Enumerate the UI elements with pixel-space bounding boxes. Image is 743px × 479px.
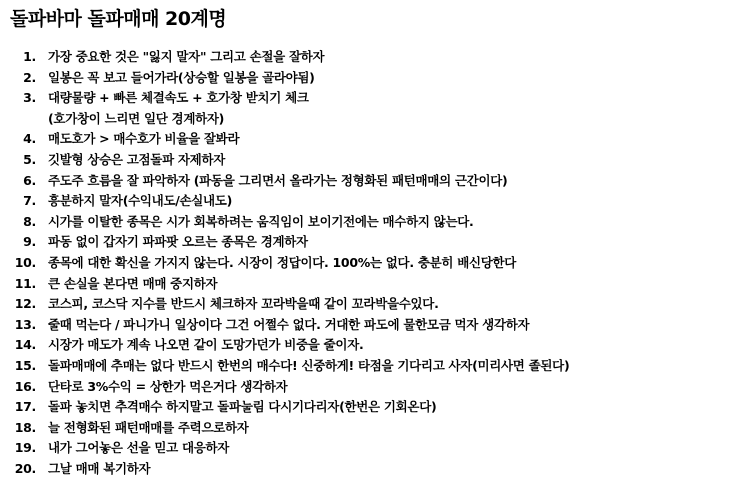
- item-number: 16.: [14, 378, 36, 394]
- item-text: 파동 없이 갑자기 파파팟 오르는 종목은 경계하자: [48, 234, 308, 250]
- item-text: 매도호가 > 매수호가 비율을 잘봐라: [48, 131, 240, 147]
- item-text: 큰 손실을 본다면 매매 중지하자: [48, 275, 218, 291]
- item-number: 10.: [14, 254, 36, 270]
- item-text: 깃발형 상승은 고점돌파 자제하자: [48, 151, 226, 167]
- item-number: 4.: [23, 131, 36, 147]
- list-item: [0, 335, 743, 356]
- list-item: [0, 274, 743, 295]
- item-text: 줄때 먹는다 / 파니가니 일상이다 그건 어쩔수 없다. 거대한 파도에 물한모금 먹자 생각하자: [48, 316, 530, 332]
- list-item: [0, 129, 743, 150]
- list-item: [0, 171, 743, 192]
- item-text: 대량물량 + 빠른 체결속도 + 호가창 받치기 체크: [48, 90, 309, 106]
- item-text: 코스피, 코스닥 지수를 반드시 체크하자 꼬라박을때 같이 꼬라박을수있다.: [48, 296, 439, 312]
- item-text: 돌파 놓치면 추격매수 하지말고 돌파눌림 다시기다리자(한번은 기회온다): [48, 399, 437, 415]
- item-text: 흥분하지 말자(수익내도/손실내도): [48, 193, 232, 209]
- item-text: (호가창이 느리면 일단 경계하자): [48, 110, 225, 126]
- list-item: [0, 315, 743, 336]
- item-number: 7.: [23, 193, 36, 209]
- list-item: [0, 212, 743, 233]
- page-title: 돌파바마 돌파매매 20계명: [10, 8, 227, 30]
- item-number: 17.: [14, 399, 36, 415]
- item-number: 18.: [14, 419, 36, 435]
- item-number: 13.: [14, 316, 36, 332]
- item-text: 그날 매매 복기하자: [48, 460, 151, 476]
- item-number: 15.: [14, 357, 36, 373]
- item-text: 단타로 3%수익 = 상한가 먹은거다 생각하자: [48, 378, 288, 394]
- list-item: [0, 356, 743, 377]
- item-text: 가장 중요한 것은 "잃지 말자" 그리고 손절을 잘하자: [48, 49, 325, 64]
- item-number: 2.: [23, 69, 36, 85]
- list-item: [0, 438, 743, 459]
- item-text: 돌파매매에 추매는 없다 반드시 한번의 매수다! 신중하게! 타점을 기다리고 사자(미리사면 졸된다): [48, 357, 570, 373]
- item-text: 종목에 대한 확신을 가지지 않는다. 시장이 정답이다. 100%는 없다. 충분히 배신당한다: [48, 254, 517, 270]
- list-item: [0, 88, 743, 109]
- item-text: 늘 전형화된 패턴매매를 주력으로하자: [48, 419, 249, 435]
- list-item: [0, 47, 743, 68]
- item-number: 19.: [14, 440, 36, 456]
- item-number: 5.: [23, 151, 36, 167]
- item-number: 20.: [14, 460, 36, 476]
- item-number: 11.: [14, 275, 36, 291]
- list-item: [0, 191, 743, 212]
- list-item: [0, 397, 743, 418]
- list-item: [0, 68, 743, 89]
- list-item: [0, 150, 743, 171]
- item-number: 12.: [14, 296, 36, 312]
- list-item: [0, 294, 743, 315]
- list-item: [0, 253, 743, 274]
- list-item: [0, 377, 743, 398]
- item-number: 3.: [23, 90, 36, 106]
- item-number: 6.: [23, 172, 36, 188]
- item-text: 시가를 이탈한 종목은 시가 회복하려는 움직임이 보이기전에는 매수하지 않는다.: [48, 213, 474, 229]
- item-number: 1.: [23, 49, 36, 64]
- item-text: 일봉은 꼭 보고 들어가라(상승할 일봉을 골라야됨): [48, 69, 315, 85]
- list-item: [0, 459, 743, 479]
- item-text: 내가 그어놓은 선을 믿고 대응하자: [48, 440, 230, 456]
- list-item: [0, 232, 743, 253]
- rules-list: [0, 47, 743, 479]
- item-text: 주도주 흐름을 잘 파악하자 (파동을 그리면서 올라가는 정형화된 패턴매매의 근간이다): [48, 172, 508, 188]
- item-number: 8.: [23, 213, 36, 229]
- item-text: 시장가 매도가 계속 나오면 같이 도망가던가 비중을 줄이자.: [48, 337, 364, 353]
- list-item: [0, 418, 743, 439]
- item-number: 9.: [23, 234, 36, 250]
- list-item-continuation: [0, 109, 743, 130]
- item-number: 14.: [14, 337, 36, 353]
